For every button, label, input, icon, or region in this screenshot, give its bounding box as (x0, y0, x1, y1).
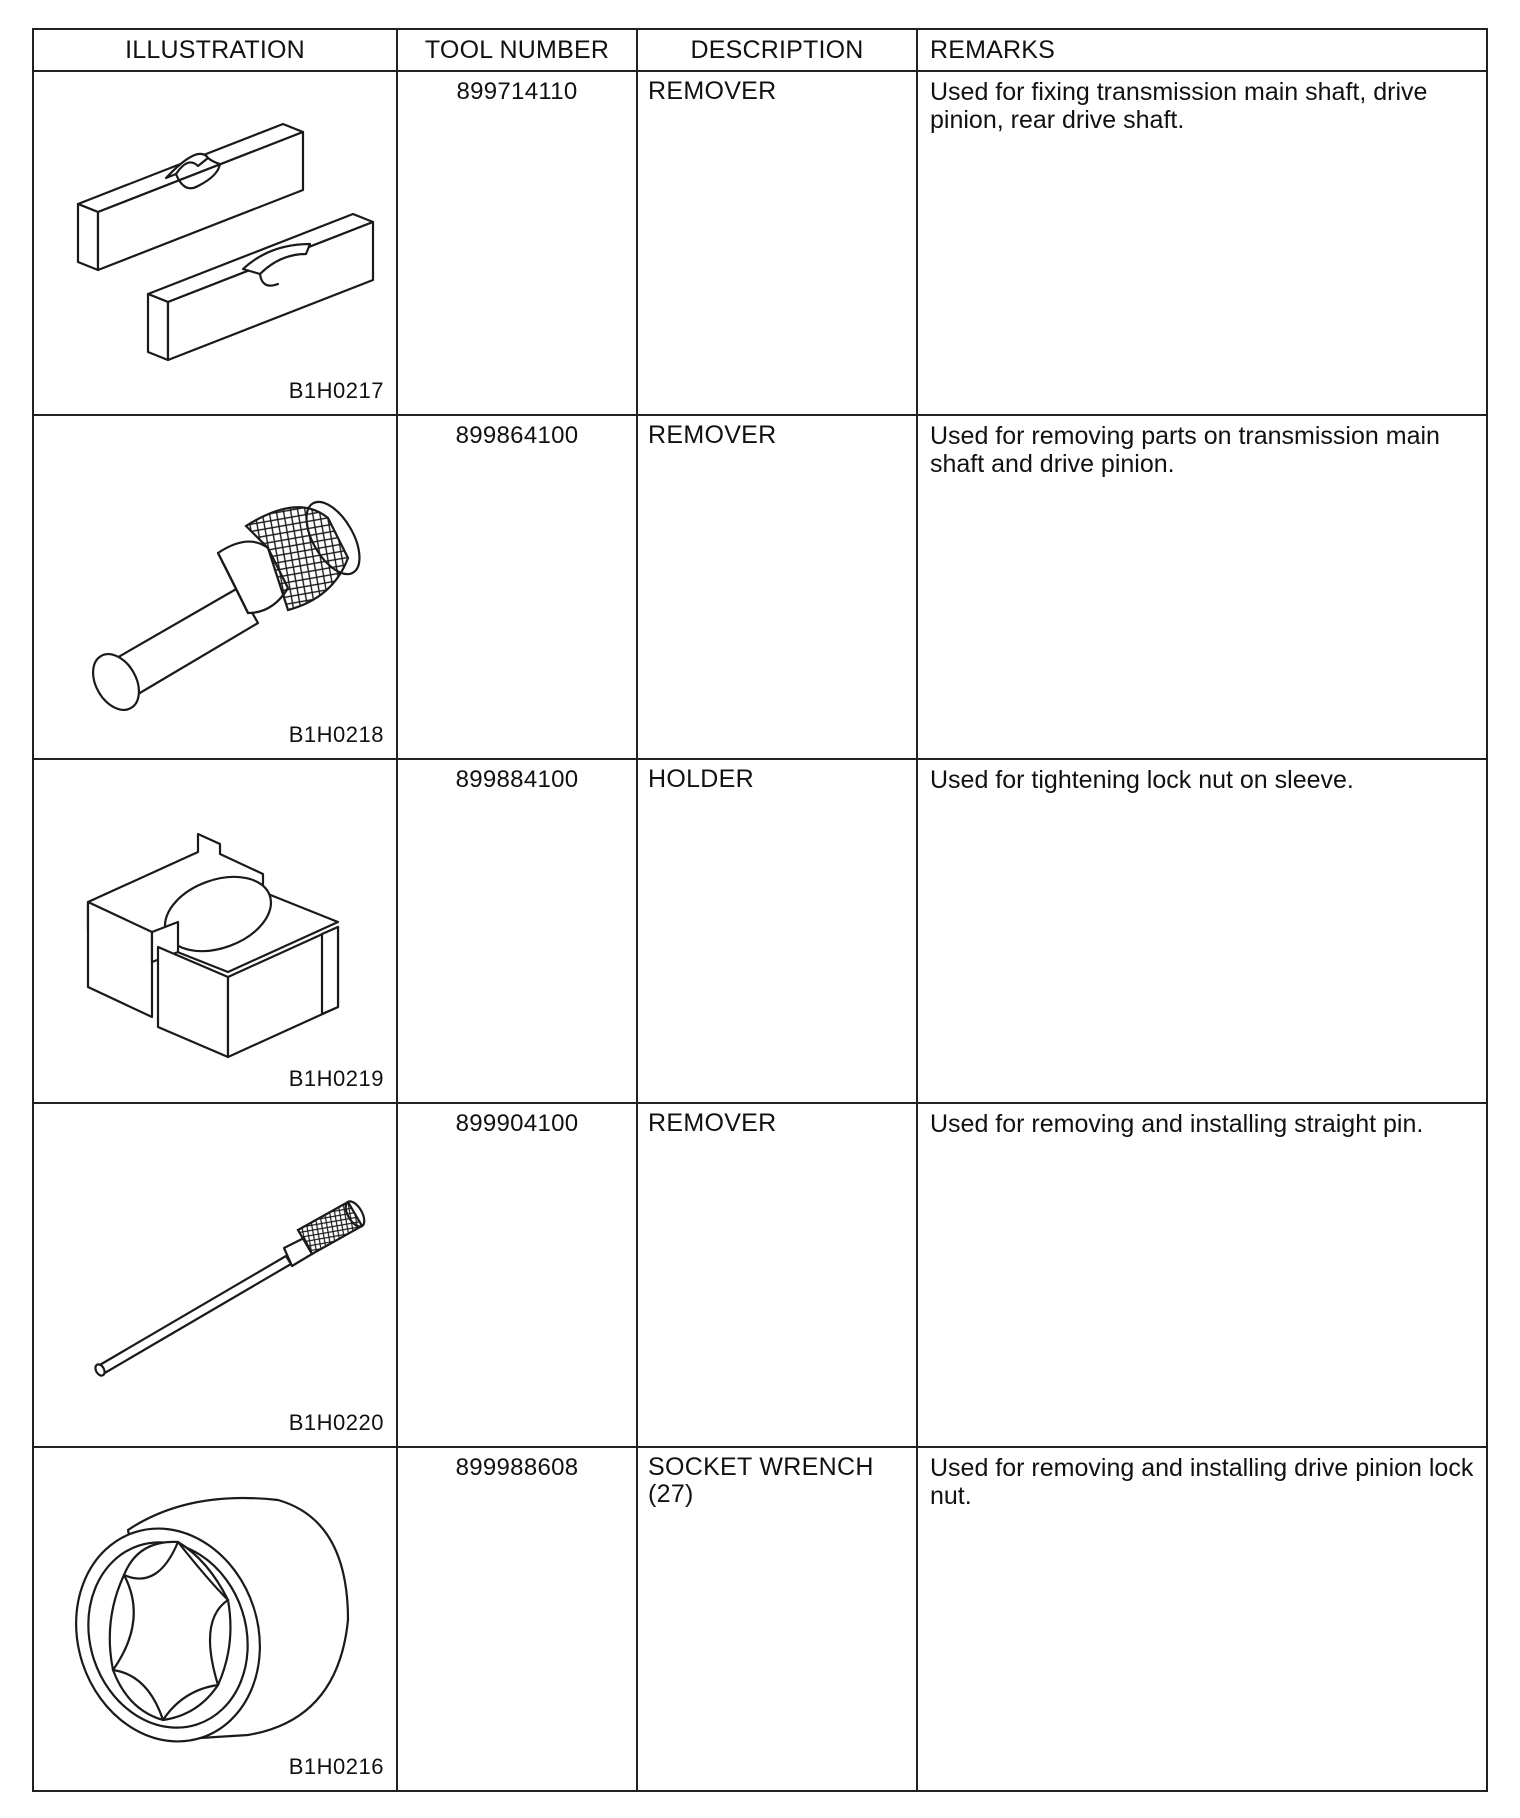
table-row (33, 759, 1487, 1103)
tool-number: 899864100 (397, 415, 637, 759)
illustration-cell (33, 415, 397, 759)
header-remarks: REMARKS (917, 29, 1487, 71)
tool-remarks: Used for removing parts on transmission main shaft and drive pinion. (917, 415, 1487, 759)
tool-number: 899884100 (397, 759, 637, 1103)
illustration-cell (33, 1447, 397, 1791)
holder-block-icon (48, 782, 378, 1062)
tool-description: REMOVER (637, 71, 917, 415)
socket-wrench-icon (48, 1470, 378, 1750)
table-row (33, 1447, 1487, 1791)
table-header-row (33, 29, 1487, 71)
illustration-code: B1H0220 (288, 1410, 384, 1435)
tool-remarks: Used for fixing transmission main shaft, drive pinion, rear drive shaft. (917, 71, 1487, 415)
illustration-code: B1H0218 (288, 722, 384, 747)
tool-number: 899988608 (397, 1447, 637, 1791)
special-tools-table (32, 28, 1488, 1792)
tool-number: 899904100 (397, 1103, 637, 1447)
remover-thin-pin-icon (48, 1126, 378, 1406)
illustration-code: B1H0219 (288, 1066, 384, 1091)
tool-remarks: Used for removing and installing drive pinion lock nut. (917, 1447, 1487, 1791)
table-row (33, 1103, 1487, 1447)
illustration-code: B1H0217 (288, 378, 384, 403)
illustration-cell (33, 759, 397, 1103)
remover-knurled-pin-icon (48, 438, 378, 718)
tool-remarks: Used for tightening lock nut on sleeve. (917, 759, 1487, 1103)
tool-description: SOCKET WRENCH (27) (637, 1447, 917, 1791)
table-row (33, 71, 1487, 415)
tool-description: REMOVER (637, 415, 917, 759)
header-description: DESCRIPTION (637, 29, 917, 71)
tool-number: 899714110 (397, 71, 637, 415)
header-tool-number: TOOL NUMBER (397, 29, 637, 71)
header-illustration: ILLUSTRATION (33, 29, 397, 71)
tool-remarks: Used for removing and installing straight pin. (917, 1103, 1487, 1447)
remover-blocks-icon (48, 94, 378, 374)
illustration-code: B1H0216 (288, 1754, 384, 1779)
illustration-cell (33, 71, 397, 415)
illustration-cell (33, 1103, 397, 1447)
tool-description: HOLDER (637, 759, 917, 1103)
table-row (33, 415, 1487, 759)
tool-description: REMOVER (637, 1103, 917, 1447)
